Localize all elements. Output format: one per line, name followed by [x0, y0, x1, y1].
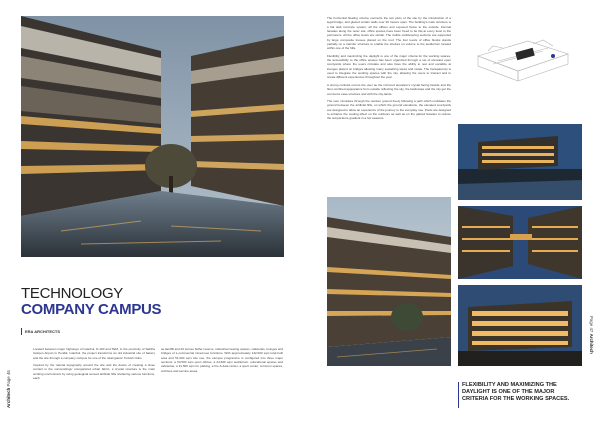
folio-page: Page 47 — [589, 316, 594, 333]
article-title-line1: TECHNOLOGY — [21, 285, 124, 302]
caption-divider — [458, 382, 459, 408]
folio-page: Page 46 — [6, 370, 11, 387]
dusk-facade-photo — [458, 124, 582, 200]
body-column-left — [33, 347, 155, 383]
body-paragraph: as landfill and 20 tonnes buffer reserve, industrial meeting spaces, cafeterias, lounges and bridges of a commercial mixed-use functions. With approximately 142,000 sqm total built area and 51,000 sqm site use, the campus programme is configured into three major sections: a 53,500 sqm open offices, a 24,600 sqm auditorium, educational spaces and cafeterias, a 31,500 sqm for parking, a fire & data center, a sport center, common spaces, archives and service areas. — [161, 347, 283, 373]
body-paragraph: A strong contrast occurs the user as the mirrored elevation's crystal facing facade and the floor-confined appearance from outside reflecting the sky, the landscape and the city get the commons ease structure and with the city-lands. — [327, 82, 451, 96]
article-title-line2: COMPANY CAMPUS — [21, 301, 162, 318]
folio-brand: Architech — [6, 387, 11, 408]
hero-photo-illustration — [21, 16, 284, 257]
title-divider — [21, 328, 22, 335]
architect-credit: ERA ARCHITECTS — [25, 329, 61, 334]
site-plan-sketch — [458, 16, 582, 116]
folio-right — [589, 316, 594, 354]
dusk-photo-illustration — [458, 124, 582, 200]
folio-brand: Architech — [589, 333, 594, 354]
body-paragraph: The user circulates through the outdoor ground freely following a path which undulates the ground between the artificial hills, on which the ground elevations, the elevated courtyards are designed to allow an experience of the journey to the everyday use. Pools are designed to enhance the cooling effect on the outdoors as well as on the glazed facades to reduce the temperature gradient in a hot seasons. — [327, 98, 451, 121]
atrium-photo-illustration — [327, 197, 451, 366]
sketch-illustration — [458, 16, 582, 116]
body-column-right — [327, 16, 451, 124]
body-paragraph: Inspired by the natural topography around the site and the desire of creating a close contact to the surroundings' unorganized urban fabric, a crystal structure is the main working environment by using geological sensed artificial hills sheltering various functions, each — [33, 363, 155, 381]
lit-building-photo — [458, 285, 582, 366]
body-paragraph: Flexibility and maximizing the daylight is one of the major criteria for the working spaces, the accessibility to the office spaces has been organized through a set of elevated open courtyards where the users circulate and also have the ability to rest and socialize at lounges placed on bridges allowing many sustaining views and vistas. The transparency is used to integrate the working spaces with the city, allowing the users to interact and to create different experiences throughout the year. — [327, 53, 451, 80]
lit-building-illustration — [458, 285, 582, 366]
folio-left — [6, 370, 11, 408]
bridge-photo-illustration — [458, 206, 582, 279]
body-paragraph: The horizontal floating volume connects the two plots of the site by the introduction of a legal bridge, and glazed curtain walls over 30 meters span. The building's main structure is a flat slab concrete system; all the offices and exposed frame to the outside. Internal facades along the outer site, office spaces have been freed to be flat at every level to the perimeters. All the office levels are similar. The visible cantilevering sections are supported by large composite trusses placed on the roof. The four levels of office blocks stands partially on a transfer structure to enable the shelves on volume to the auditorium located within one of the hills. — [327, 16, 451, 51]
pull-quote-caption: FLEXIBILITY AND MAXIMIZING THE DAYLIGHT IS ONE OF THE MAJOR CRITERIA FOR THE WORKING SPACES. — [462, 382, 570, 402]
body-paragraph: Located between major highways of Istanbul, D-100 and TEM, in the proximity of Sabiha Gökçen Airport in Pendik, Istanbul, the project transforms an old industrial site of bakery and the site through a company campus for one of the retail giants' Turkish clubs. — [33, 347, 155, 360]
bridge-view-photo — [458, 206, 582, 279]
body-column-mid — [161, 347, 283, 376]
hero-courtyard-photo — [21, 16, 284, 257]
atrium-evening-photo — [327, 197, 451, 366]
